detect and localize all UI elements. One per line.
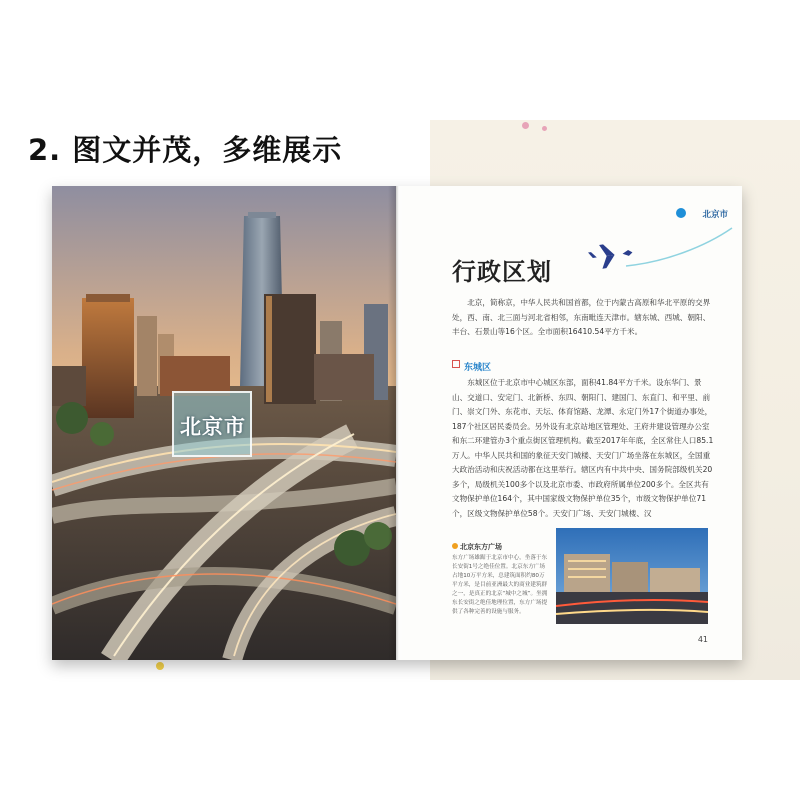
page-number: 41	[697, 635, 708, 644]
decoration-dot	[522, 122, 529, 129]
plaza-building	[650, 568, 700, 592]
tree	[56, 402, 88, 434]
plaza-building	[612, 562, 648, 592]
dark-tower-glow	[266, 296, 272, 402]
left-tower	[82, 298, 134, 418]
plaza-windows	[568, 568, 606, 570]
low-building	[314, 354, 374, 400]
main-tower-top	[248, 212, 276, 218]
tree	[90, 422, 114, 446]
photo-caption-text: 东方广场雄踞于北京市中心，坐落于东长安街1号之绝佳位置。北京东方广场占地10万平方米，总建筑面积约80万平方米，是目前亚洲最大的商业建筑群之一，是真正的北京“城中之城”。坐拥东长安街之绝佳地理位置，东方广场提供了各种完善的设施与服务。	[452, 555, 548, 615]
plaza-windows	[568, 576, 606, 578]
checkbox-icon	[452, 360, 460, 368]
street	[556, 592, 708, 624]
oriental-plaza-photo	[556, 528, 708, 624]
book-spread	[52, 186, 742, 660]
city-name-label	[172, 391, 252, 457]
left-page	[52, 186, 396, 660]
district-paragraph: 东城区位于北京市中心城区东部，面积41.84平方千米。设东华门、景山、交道口、安定门、北新桥、东四、朝阳门、建国门、东直门、和平里、前门、崇文门外、东花市、天坛、体育馆路、龙潭、永定门外17个街道办事处，187个社区居民委员会。另外设有北京站地区管理处、王府井建设管理办公室和东二环建管办3个重点街区管理机构。截至2017年年底，全区常住人口85.1万人。中华人民共和国的象征天安门城楼、天安门广场坐落在东城区，全国重大政治活动和庆祝活动都在这里举行。辖区内有中共中央、国务院部级机关20多个，局级机关100多个以及北京市委、市政府所属单位200多个。全区共有文物保护单位164个，其中国家级文物保护单位35个，市级文物保护单位71个，区级文物保护单位58个。天安门广场、天安门城楼、汉	[452, 378, 714, 518]
plaza-windows	[568, 560, 606, 562]
low-building	[160, 356, 230, 396]
photo-caption-title: 北京东方广场	[460, 543, 502, 551]
decoration-dot	[156, 662, 164, 670]
decoration-dot	[542, 126, 547, 131]
tree	[364, 522, 392, 550]
airplane-decoration	[586, 226, 736, 276]
plaza-building	[564, 554, 610, 592]
intro-paragraph: 北京，简称京，中华人民共和国首都，位于内蒙古高原和华北平原的交界处，西、南、北三面与河北省相邻，东南毗连天津市。辖东城、西城、朝阳、丰台、石景山等16个区。全市面积16410.54平方千米。	[452, 298, 711, 336]
right-page	[396, 186, 742, 660]
city-name-text: 北京市	[180, 415, 246, 439]
left-tower-crown	[86, 294, 130, 302]
low-building	[52, 366, 86, 406]
flight-path	[626, 228, 732, 266]
district-heading: 东城区	[464, 363, 492, 373]
skyline-building	[137, 316, 157, 396]
page-heading: 2. 图文并茂，多维展示	[28, 133, 343, 167]
section-main-title: 行政区划	[452, 257, 552, 286]
corner-tag: 北京市	[702, 210, 728, 220]
globe-icon	[676, 208, 686, 218]
caption-bullet-icon	[452, 543, 458, 549]
